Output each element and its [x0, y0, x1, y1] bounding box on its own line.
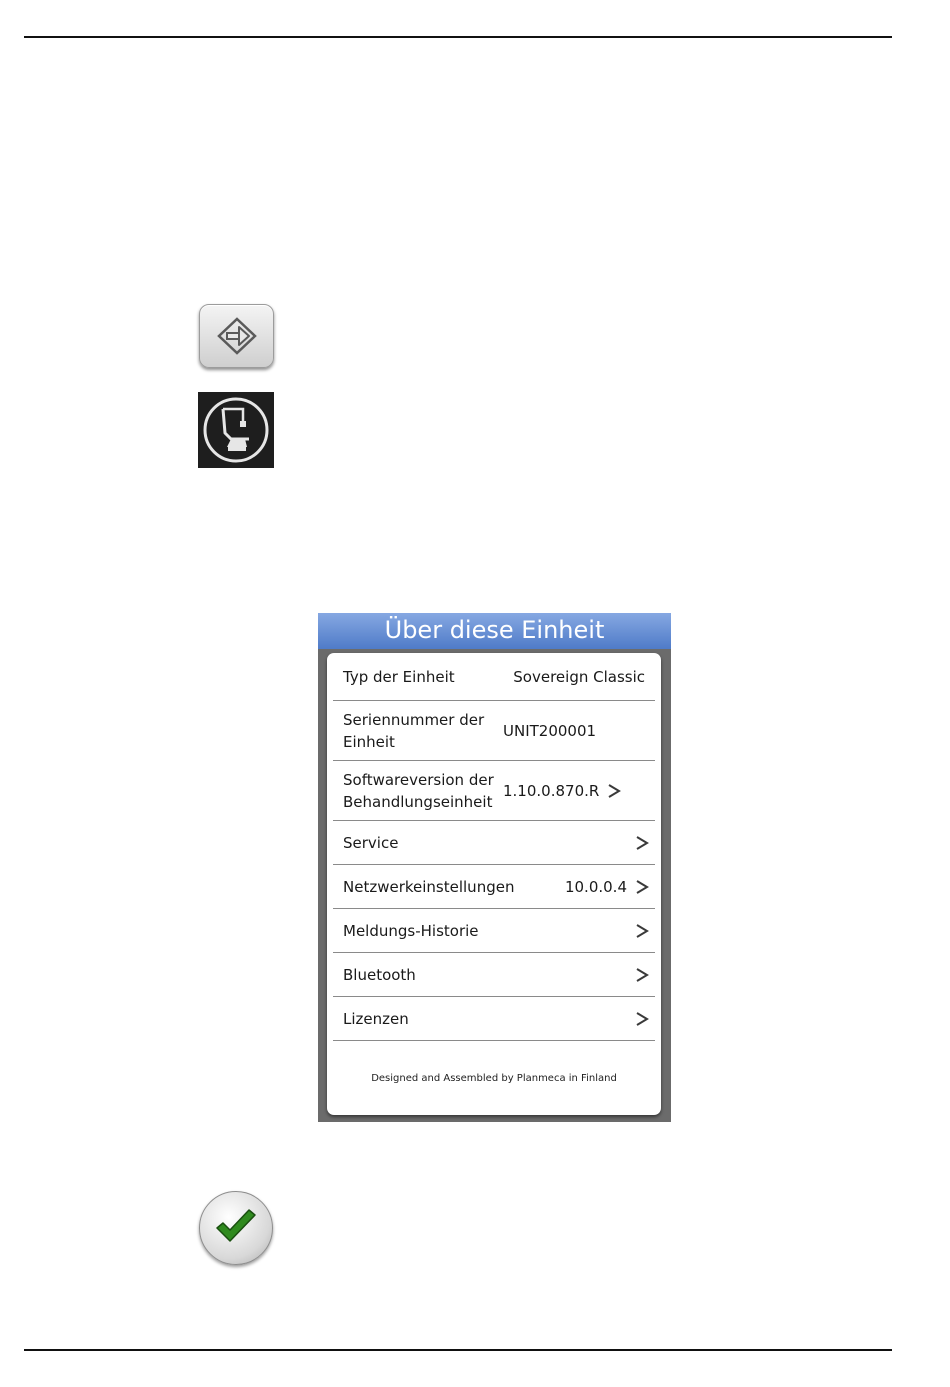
- row-value: UNIT200001: [503, 721, 597, 740]
- settings-list: [327, 653, 661, 1115]
- row-unit-type: [333, 653, 655, 701]
- chevron-right-icon: [603, 783, 627, 799]
- chevron-right-icon: [631, 835, 655, 851]
- row-software-version[interactable]: [333, 761, 655, 821]
- row-label: Softwareversion der Behandlungseinheit: [343, 770, 494, 811]
- bottom-rule: [24, 1349, 892, 1351]
- row-label: Bluetooth: [343, 965, 416, 984]
- row-value: 1.10.0.870.R: [503, 781, 600, 800]
- chevron-right-icon: [631, 1011, 655, 1027]
- row-message-history[interactable]: [333, 909, 655, 953]
- manufacturer-note: Designed and Assembled by Planmeca in Finland: [371, 1073, 617, 1084]
- enter-button[interactable]: [199, 304, 274, 368]
- row-bluetooth[interactable]: [333, 953, 655, 997]
- row-label: Meldungs-Historie: [343, 921, 479, 940]
- chevron-right-icon: [631, 967, 655, 983]
- chevron-right-icon: [631, 879, 655, 895]
- panel-title: Über diese Einheit: [318, 613, 671, 649]
- row-network-settings[interactable]: [333, 865, 655, 909]
- top-rule: [24, 36, 892, 38]
- chair-button[interactable]: [198, 392, 274, 468]
- dental-chair-icon: [201, 395, 271, 465]
- row-serial-number: [333, 701, 655, 761]
- row-label: Lizenzen: [343, 1009, 409, 1028]
- checkmark-icon: [213, 1208, 259, 1248]
- chevron-right-icon: [631, 923, 655, 939]
- row-value: 10.0.0.4: [564, 877, 627, 896]
- row-licenses[interactable]: [333, 997, 655, 1041]
- row-service[interactable]: [333, 821, 655, 865]
- enter-arrow-icon: [215, 316, 259, 356]
- row-label: Service: [343, 833, 399, 852]
- about-unit-panel: [318, 613, 671, 1122]
- row-label: Seriennummer der Einheit: [343, 710, 485, 751]
- row-value: Sovereign Classic: [513, 667, 645, 686]
- row-label: Netzwerkeinstellungen: [343, 877, 515, 896]
- confirm-button[interactable]: [199, 1191, 273, 1265]
- row-label: Typ der Einheit: [343, 667, 455, 686]
